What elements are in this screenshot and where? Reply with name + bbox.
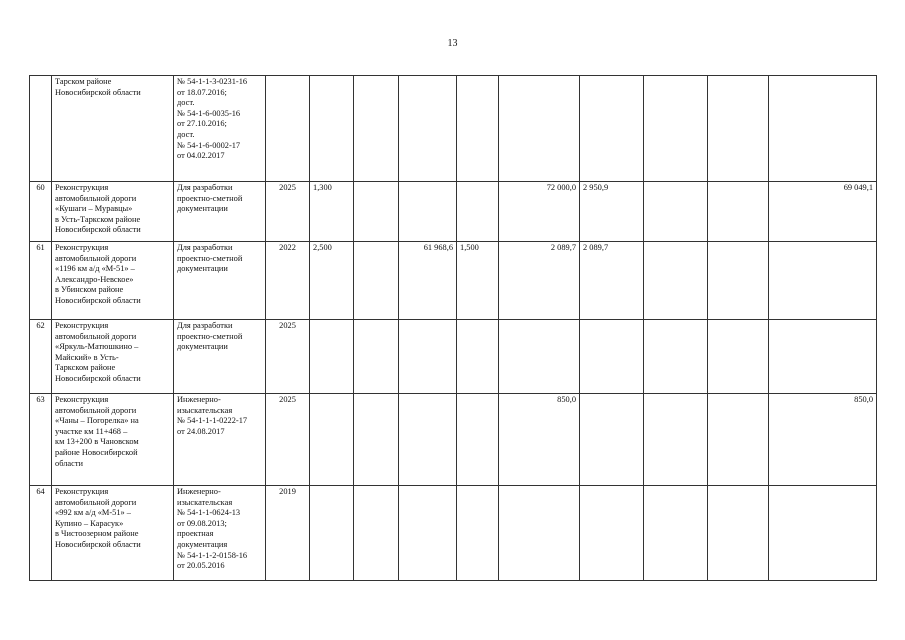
length-2 [457, 486, 499, 581]
value-cell: 61 968,6 [399, 242, 457, 320]
road-name-line: Реконструкция [55, 321, 109, 330]
value-cell [354, 394, 399, 486]
documentation-line: документации [177, 204, 228, 214]
value-cell [708, 76, 769, 182]
documentation-line: изыскательская [177, 405, 233, 415]
table-row [30, 182, 877, 242]
documentation-line: № 54-1-1-0624-13 [177, 508, 241, 518]
length [310, 394, 354, 486]
value-cell [580, 486, 644, 581]
value-cell: 69 049,1 [769, 182, 877, 242]
value-cell [769, 320, 877, 394]
value-cell [354, 242, 399, 320]
value-cell [769, 486, 877, 581]
value-cell [499, 320, 580, 394]
road-name-line: в Чистоозерном районе [55, 529, 139, 539]
documentation-line: от 24.08.2017 [177, 426, 225, 436]
value-cell [708, 320, 769, 394]
value-cell [644, 242, 708, 320]
documentation-line: от 18.07.2016; [177, 87, 227, 97]
road-name-line: автомобильной дороги [55, 405, 137, 415]
road-name-line: Новосибирской области [55, 87, 141, 97]
documentation-line: № 54-1-1-1-0222-17 [177, 416, 248, 426]
documentation [174, 394, 266, 486]
value-cell [708, 242, 769, 320]
road-name-line: Александро-Невское» [55, 274, 134, 284]
road-name-line: Реконструкция [55, 395, 109, 404]
value-cell [580, 76, 644, 182]
length: 1,300 [310, 182, 354, 242]
roads-table [29, 75, 877, 581]
road-name-line: «Чаны – Погорелка» на [55, 416, 139, 426]
length-2 [457, 182, 499, 242]
row-number: 60 [30, 182, 52, 242]
value-cell: 72 000,0 [499, 182, 580, 242]
road-name [52, 486, 174, 581]
documentation-line: проектно-сметной [177, 331, 243, 341]
road-name-line: автомобильной дороги [55, 331, 137, 341]
length-2: 1,500 [457, 242, 499, 320]
year: 2025 [266, 182, 310, 242]
road-name-line: Новосибирской области [55, 295, 141, 305]
value-cell [708, 486, 769, 581]
documentation-line: № 54-1-6-0035-16 [177, 108, 241, 118]
value-cell [580, 320, 644, 394]
documentation-line: документации [177, 342, 228, 352]
documentation-line: дост. [177, 98, 195, 108]
value-cell [399, 76, 457, 182]
road-name-line: «Кушаги – Муравцы» [55, 204, 133, 214]
road-name-line: Тарском районе [55, 77, 112, 86]
documentation-line: № 54-1-1-2-0158-16 [177, 550, 248, 560]
road-name-line: км 13+200 в Чановском [55, 437, 139, 447]
documentation-line: Для разработки [177, 321, 233, 330]
documentation-line: дост. [177, 129, 195, 139]
road-name-line: Новосибирской области [55, 225, 141, 235]
road-name-line: автомобильной дороги [55, 253, 137, 263]
documentation [174, 486, 266, 581]
documentation-line: проектная [177, 529, 214, 539]
table-row [30, 486, 877, 581]
documentation [174, 76, 266, 182]
length-2 [457, 76, 499, 182]
table-row [30, 242, 877, 320]
documentation-line: Инженерно- [177, 395, 221, 404]
year: 2025 [266, 394, 310, 486]
length-2 [457, 394, 499, 486]
documentation [174, 320, 266, 394]
value-cell: 2 089,7 [580, 242, 644, 320]
road-name-line: Реконструкция [55, 183, 109, 192]
row-number: 63 [30, 394, 52, 486]
documentation-line: от 20.05.2016 [177, 561, 225, 571]
value-cell [769, 76, 877, 182]
year: 2025 [266, 320, 310, 394]
length: 2,500 [310, 242, 354, 320]
value-cell: 850,0 [769, 394, 877, 486]
row-number [30, 76, 52, 182]
road-name-line: Новосибирской области [55, 373, 141, 383]
value-cell [354, 76, 399, 182]
road-name [52, 242, 174, 320]
road-name-line: Таркском районе [55, 363, 116, 373]
documentation-line: изыскательская [177, 497, 233, 507]
documentation [174, 242, 266, 320]
table-row [30, 320, 877, 394]
value-cell [769, 242, 877, 320]
value-cell [644, 394, 708, 486]
value-cell: 2 950,9 [580, 182, 644, 242]
value-cell [354, 486, 399, 581]
value-cell [644, 182, 708, 242]
value-cell [399, 320, 457, 394]
value-cell [644, 486, 708, 581]
road-name [52, 394, 174, 486]
documentation [174, 182, 266, 242]
value-cell [644, 76, 708, 182]
value-cell: 850,0 [499, 394, 580, 486]
value-cell [499, 76, 580, 182]
value-cell [354, 320, 399, 394]
length [310, 320, 354, 394]
page-number: 13 [447, 38, 458, 49]
value-cell [499, 486, 580, 581]
road-name-line: «1196 км а/д «М-51» – [55, 264, 135, 274]
row-number: 64 [30, 486, 52, 581]
year [266, 76, 310, 182]
road-name-line: в Усть-Таркском районе [55, 214, 141, 224]
documentation-line: проектно-сметной [177, 253, 243, 263]
value-cell [399, 394, 457, 486]
road-name-line: в Убинском районе [55, 285, 124, 295]
year: 2019 [266, 486, 310, 581]
value-cell [399, 486, 457, 581]
year: 2022 [266, 242, 310, 320]
documentation-line: от 04.02.2017 [177, 151, 225, 161]
road-name-line: участке км 11+468 – [55, 426, 128, 436]
documentation-line: от 09.08.2013; [177, 518, 227, 528]
table-row [30, 76, 877, 182]
value-cell [708, 394, 769, 486]
road-name-line: области [55, 458, 83, 468]
value-cell [580, 394, 644, 486]
documentation-line: Для разработки [177, 183, 233, 192]
road-name [52, 182, 174, 242]
documentation-line: проектно-сметной [177, 193, 243, 203]
documentation-line: № 54-1-6-0002-17 [177, 140, 241, 150]
row-number: 61 [30, 242, 52, 320]
road-name-line: «992 км а/д «М-51» – [55, 508, 131, 518]
road-name-line: Купино – Карасук» [55, 518, 124, 528]
value-cell [644, 320, 708, 394]
documentation-line: документация [177, 539, 228, 549]
row-number: 62 [30, 320, 52, 394]
documentation-line: Инженерно- [177, 487, 221, 496]
road-name-line: районе Новосибирской [55, 447, 138, 457]
road-name-line: автомобильной дороги [55, 193, 137, 203]
documentation-line: документации [177, 264, 228, 274]
road-name [52, 76, 174, 182]
documentation-line: от 27.10.2016; [177, 119, 227, 129]
road-name-line: Реконструкция [55, 487, 109, 496]
road-name-line: Новосибирской области [55, 539, 141, 549]
value-cell [708, 182, 769, 242]
road-name-line: Майский» в Усть- [55, 352, 119, 362]
documentation-line: № 54-1-1-3-0231-16 [177, 77, 248, 86]
road-name [52, 320, 174, 394]
table-row [30, 394, 877, 486]
road-name-line: «Яркуль-Матюшкино – [55, 342, 139, 352]
length [310, 486, 354, 581]
road-name-line: автомобильной дороги [55, 497, 137, 507]
road-name-line: Реконструкция [55, 243, 109, 252]
value-cell [399, 182, 457, 242]
length [310, 76, 354, 182]
documentation-line: Для разработки [177, 243, 233, 252]
length-2 [457, 320, 499, 394]
value-cell [354, 182, 399, 242]
value-cell: 2 089,7 [499, 242, 580, 320]
